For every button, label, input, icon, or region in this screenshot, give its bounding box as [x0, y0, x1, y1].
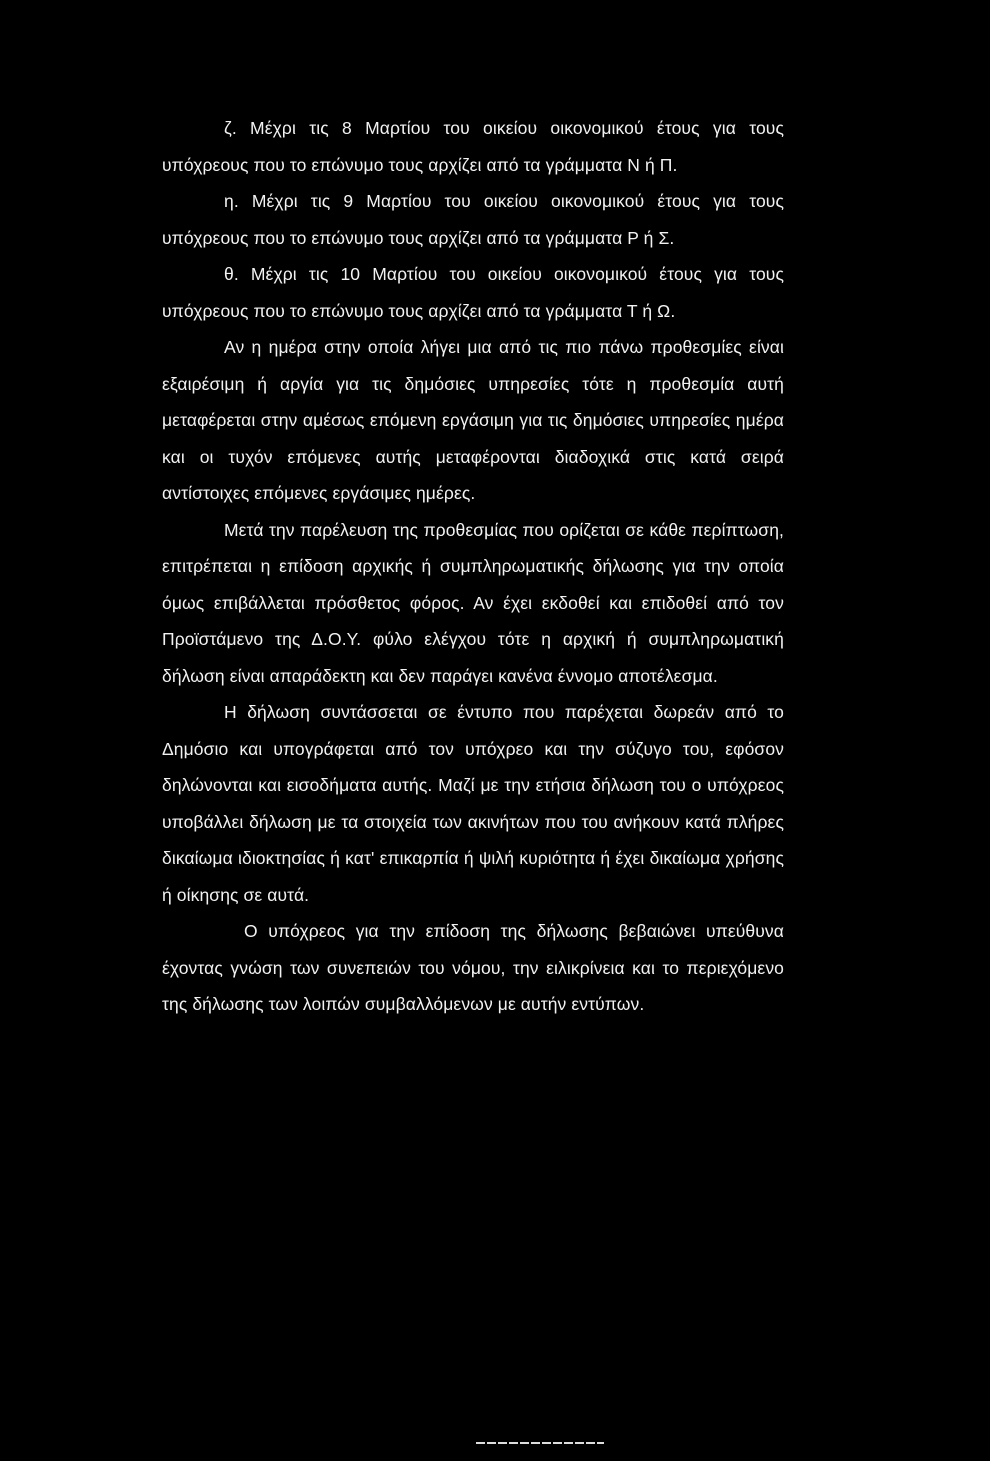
paragraph-eta: η. Μέχρι τις 9 Μαρτίου του οικείου οικονομικού έτους για τους υπόχρεους που το επώνυμο τους αρχίζει από τα γράμματα Ρ ή Σ.: [162, 191, 784, 248]
paragraph-theta: θ. Μέχρι τις 10 Μαρτίου του οικείου οικονομικού έτους για τους υπόχρεους που το επώνυμο τους αρχίζει από τα γράμματα Τ ή Ω.: [162, 264, 784, 321]
paragraph-late-filing: Μετά την παρέλευση της προθεσμίας που ορίζεται σε κάθε περίπτωση, επιτρέπεται η επίδοση αρχικής ή συμπληρωματικής δήλωσης για την οποία όμως επιβάλλεται πρόσθετος φόρος. Αν έχει εκδοθεί και επιδοθεί από τον Προϊστάμενο της Δ.Ο.Υ. φύλο ελέγχου τότε η αρχική ή συμπληρωματική δήλωση είναι απαράδεκτη και δεν παράγει κανένα έννομο αποτέλεσμα.: [162, 519, 784, 686]
footer-dashed-line: [476, 1442, 604, 1444]
paragraph-form-details: Η δήλωση συντάσσεται σε έντυπο που παρέχεται δωρεάν από το Δημόσιο και υπογράφεται από τον υπόχρεο και την σύζυγο του, εφόσον δηλώνονται και εισοδήματα αυτής. Μαζί με την ετήσια δήλωση του ο υπόχρεος υποβάλλει δήλωση με τα στοιχεία των ακινήτων που του ανήκουν κατά πλήρες δικαίωμα ιδιοκτησίας ή κατ' επικαρπία ή ψιλή κυριότητα ή έχει δικαίωμα χρήσης ή οίκησης σε αυτά.: [162, 702, 784, 905]
paragraph-declaration: Ο υπόχρεος για την επίδοση της δήλωσης βεβαιώνει υπεύθυνα έχοντας γνώση των συνεπειών του νόμου, την ειλικρίνεια και το περιεχόμενο της δήλωσης των λοιπών συμβαλλόμενων με αυτήν εντύπων.: [162, 921, 784, 1014]
paragraph-holiday-rule: Αν η ημέρα στην οποία λήγει μια από τις πιο πάνω προθεσμίες είναι εξαιρέσιμη ή αργία για τις δημόσιες υπηρεσίες τότε η προθεσμία αυτή μεταφέρεται στην αμέσως επόμενη εργάσιμη για τις δημόσιες υπηρεσίες ημέρα και οι τυχόν επόμενες αυτής μεταφέρονται διαδοχικά στις κατά σειρά αντίστοιχες επόμενες εργάσιμες ημέρες.: [162, 337, 784, 503]
document-body: [162, 110, 784, 1023]
paragraph-zeta: ζ. Μέχρι τις 8 Μαρτίου του οικείου οικονομικού έτους για τους υπόχρεους που το επώνυμο τους αρχίζει από τα γράμματα Ν ή Π.: [162, 118, 784, 175]
